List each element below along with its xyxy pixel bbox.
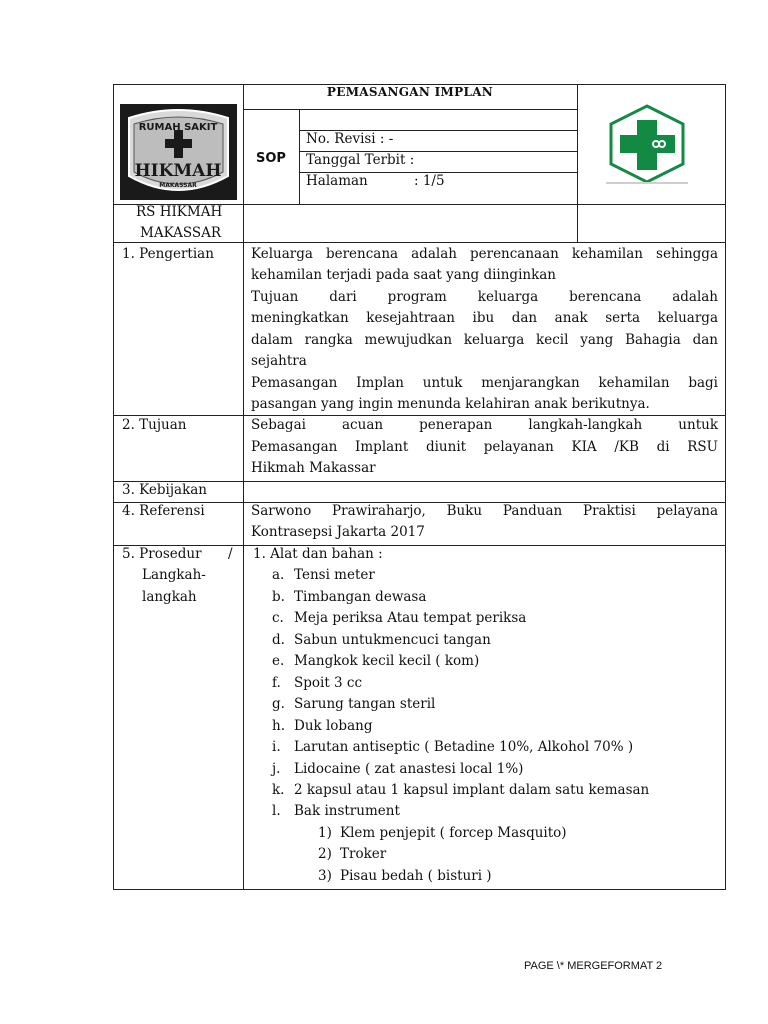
list-text: Tensi meter	[294, 567, 375, 583]
list-text: Troker	[340, 846, 387, 862]
list-text: Meja periksa Atau tempat periksa	[294, 610, 527, 626]
document-title: PEMASANGAN IMPLAN	[326, 85, 494, 99]
list-text: Lidocaine ( zat anastesi local 1%)	[294, 761, 524, 777]
list-marker: 2)	[318, 846, 332, 862]
list-text: Sabun untukmencuci tangan	[294, 632, 491, 648]
tujuan-line: Sebagai acuan penerapan langkah-langkah untuk	[251, 417, 718, 433]
list-text: Mangkok kecil kecil ( kom)	[294, 653, 480, 669]
list-marker: 3)	[318, 868, 332, 884]
list-marker: e.	[272, 653, 285, 669]
pengertian-line: Tujuan dari program keluarga berencana adalah	[251, 289, 718, 305]
pengertian-label: 1. Pengertian	[122, 246, 214, 262]
list-marker: d.	[272, 632, 285, 648]
list-marker: f.	[272, 675, 281, 691]
list-text: Larutan antiseptic ( Betadine 10%, Alkohol 70% )	[294, 739, 634, 755]
logo-main-text: HIKMAH	[134, 161, 222, 181]
green-cross-hexagon-icon	[604, 103, 690, 187]
prosedur-label-line2: Langkah-	[142, 567, 206, 583]
list-marker: k.	[272, 782, 285, 798]
referensi-line: Sarwono Prawiraharjo, Buku Panduan Praktisi pelayana	[251, 503, 718, 519]
pengertian-line: Keluarga berencana adalah perencanaan kehamilan sehingga	[251, 246, 718, 262]
logo-arc-text: RUMAH SAKIT	[138, 122, 218, 133]
referensi-line: Kontrasepsi Jakarta 2017	[251, 524, 425, 540]
list-text: Bak instrument	[294, 803, 400, 819]
list-marker: b.	[272, 589, 285, 605]
page-footer: PAGE \* MERGEFORMAT 2	[524, 960, 663, 972]
prosedur-label-slash: /	[228, 546, 233, 562]
hikmah-emblem-icon	[120, 104, 237, 200]
list-marker: c.	[272, 610, 284, 626]
list-text: Klem penjepit ( forcep Masquito)	[340, 825, 567, 841]
kebijakan-label: 3. Kebijakan	[122, 482, 208, 498]
hospital-name-line1: RS HIKMAH	[136, 204, 223, 220]
page-count-value: : 1/5	[414, 173, 445, 189]
list-marker: 1)	[318, 825, 332, 841]
list-marker: l.	[272, 803, 281, 819]
hospital-logo-left	[120, 104, 237, 200]
list-text: Sarung tangan steril	[294, 696, 436, 712]
tujuan-line: Hikmah Makassar	[251, 460, 376, 476]
list-marker: g.	[272, 696, 285, 712]
list-text: Timbangan dewasa	[294, 589, 427, 605]
prosedur-heading: 1. Alat dan bahan :	[253, 546, 383, 562]
prosedur-label: 5. Prosedur	[122, 546, 202, 562]
pengertian-line: kehamilan terjadi pada saat yang diinginkan	[251, 267, 557, 283]
tujuan-label: 2. Tujuan	[122, 417, 187, 433]
tujuan-line: Pemasangan Implant diunit pelayanan KIA /KB di RSU	[251, 439, 718, 455]
publish-date: Tanggal Terbit :	[306, 152, 415, 168]
pengertian-line: Pemasangan Implan untuk menjarangkan kehamilan bagi	[251, 375, 718, 391]
pengertian-line: meningkatkan kesejahtraan ibu dan anak serta keluarga	[251, 310, 718, 326]
revision-number: No. Revisi : -	[306, 131, 394, 147]
list-marker: j.	[272, 761, 281, 777]
hospital-name-line2: MAKASSAR	[140, 225, 222, 241]
sop-label: SOP	[256, 151, 286, 166]
list-text: Spoit 3 cc	[294, 675, 363, 691]
hospital-logo-right	[604, 103, 690, 187]
prosedur-label-line3: langkah	[142, 589, 197, 605]
pengertian-line: pasangan yang ingin menunda kelahiran anak berikutnya.	[251, 396, 650, 412]
logo-sub-text: MAKASSAR	[159, 182, 197, 189]
page-count-label: Halaman	[306, 173, 368, 189]
list-marker: a.	[272, 567, 285, 583]
list-marker: i.	[272, 739, 281, 755]
pengertian-line: sejahtra	[251, 353, 307, 369]
list-text: Duk lobang	[294, 718, 373, 734]
list-text: 2 kapsul atau 1 kapsul implant dalam satu kemasan	[294, 782, 650, 798]
pengertian-line: dalam rangka mewujudkan keluarga kecil yang Bahagia dan	[251, 332, 718, 348]
referensi-label: 4. Referensi	[122, 503, 205, 519]
list-marker: h.	[272, 718, 285, 734]
list-text: Pisau bedah ( bisturi )	[340, 868, 492, 884]
